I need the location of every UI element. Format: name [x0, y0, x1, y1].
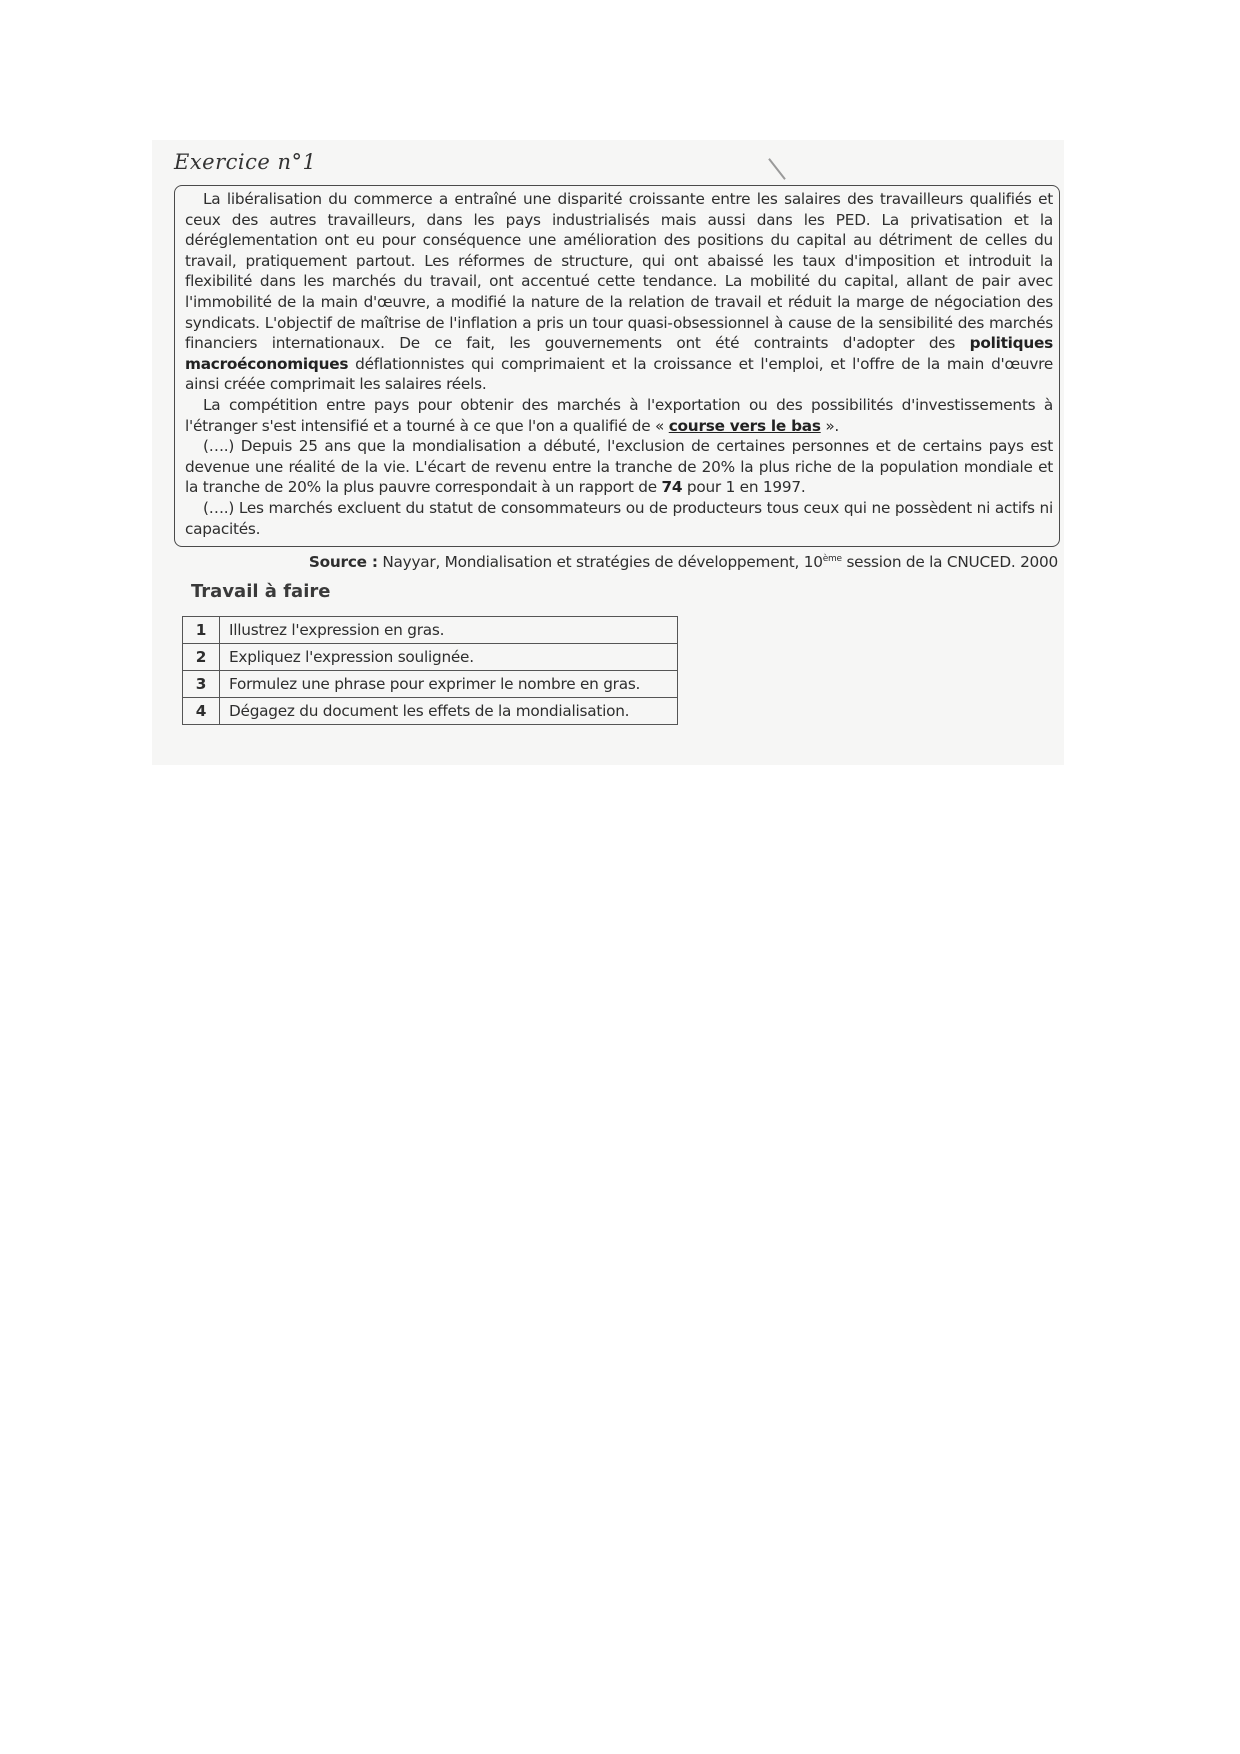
source-text-end: session de la CNUCED. 2000 [841, 553, 1058, 571]
document-paragraph-2 [185, 395, 1053, 436]
task-table [182, 616, 678, 725]
exercise-title: Exercice n°1 [174, 150, 317, 174]
task-row [183, 617, 678, 644]
paragraph-1-text-end: déflationnistes qui comprimaient et la croissance et l'emploi, et l'offre de la main d'œuvre ainsi créée comprimait les salaires réels. [185, 354, 1053, 394]
document-paragraph-3 [185, 436, 1053, 498]
task-row [183, 698, 678, 725]
bold-expression: politiques macroéconomiques [185, 334, 1053, 373]
task-row [183, 671, 678, 698]
paragraph-2-text-end: ». [820, 416, 840, 435]
source-label: Source : [308, 553, 378, 571]
task-text: Illustrez l'expression en gras. [220, 617, 678, 644]
task-number: 3 [183, 671, 220, 698]
task-number: 1 [183, 617, 220, 644]
document-text-box [174, 185, 1060, 547]
task-text: Dégagez du document les effets de la mondialisation. [220, 698, 678, 725]
source-citation [174, 553, 1058, 571]
task-number: 4 [183, 698, 220, 725]
paragraph-2-text-start: La compétition entre pays pour obtenir des marchés à l'exportation ou des possibilités d'investissements à l'étranger s'est intensifié et a tourné à ce que l'on a qualifié de « [185, 395, 1053, 435]
document-paragraph-4 [185, 498, 1053, 539]
source-text: Nayyar, Mondialisation et stratégies de développement, 10 [377, 553, 823, 571]
bold-number: 74 [661, 478, 683, 497]
paragraph-4-text: (….) Les marchés excluent du statut de consommateurs ou de producteurs tous ceux qui ne possèdent ni actifs ni capacités. [185, 498, 1053, 538]
underlined-expression: course vers le bas [668, 416, 821, 435]
task-number: 2 [183, 644, 220, 671]
task-row [183, 644, 678, 671]
task-heading: Travail à faire [191, 581, 331, 602]
document-paragraph-1 [185, 189, 1053, 395]
paragraph-3-text-end: pour 1 en 1997. [682, 478, 806, 497]
task-text: Expliquez l'expression soulignée. [220, 644, 678, 671]
paragraph-1-text-start: La libéralisation du commerce a entraîné une disparité croissante entre les salaires des travailleurs qualifiés et ceux des autres travailleurs, dans les pays industrialisés mais aussi dans les PED. La privatisation et la déréglementation ont eu pour conséquence une amélioration des positions du capital au détriment de celles du travail, pratiquement partout. Les réformes de structure, qui ont abaissé les taux d'imposition et introduit la flexibilité dans les marchés du travail, ont accentué cette tendance. La mobilité du capital, allant de pair avec l'immobilité de la main d'œuvre, a modifié la nature de la relation de travail et réduit la marge de négociation des syndicats. L'objectif de maîtrise de l'inflation a pris un tour quasi-obsessionnel à cause de la sensibilité des marchés financiers internationaux. De ce fait, les gouvernements ont été contraints d'adopter des [185, 190, 1053, 353]
task-text: Formulez une phrase pour exprimer le nombre en gras. [220, 671, 678, 698]
source-superscript: ème [822, 554, 842, 564]
paragraph-3-text-start: (….) Depuis 25 ans que la mondialisation a débuté, l'exclusion de certaines personnes et de certains pays est devenue une réalité de la vie. L'écart de revenu entre la tranche de 20% la plus riche de la population mondiale et la tranche de 20% la plus pauvre correspondait à un rapport de [185, 437, 1053, 497]
